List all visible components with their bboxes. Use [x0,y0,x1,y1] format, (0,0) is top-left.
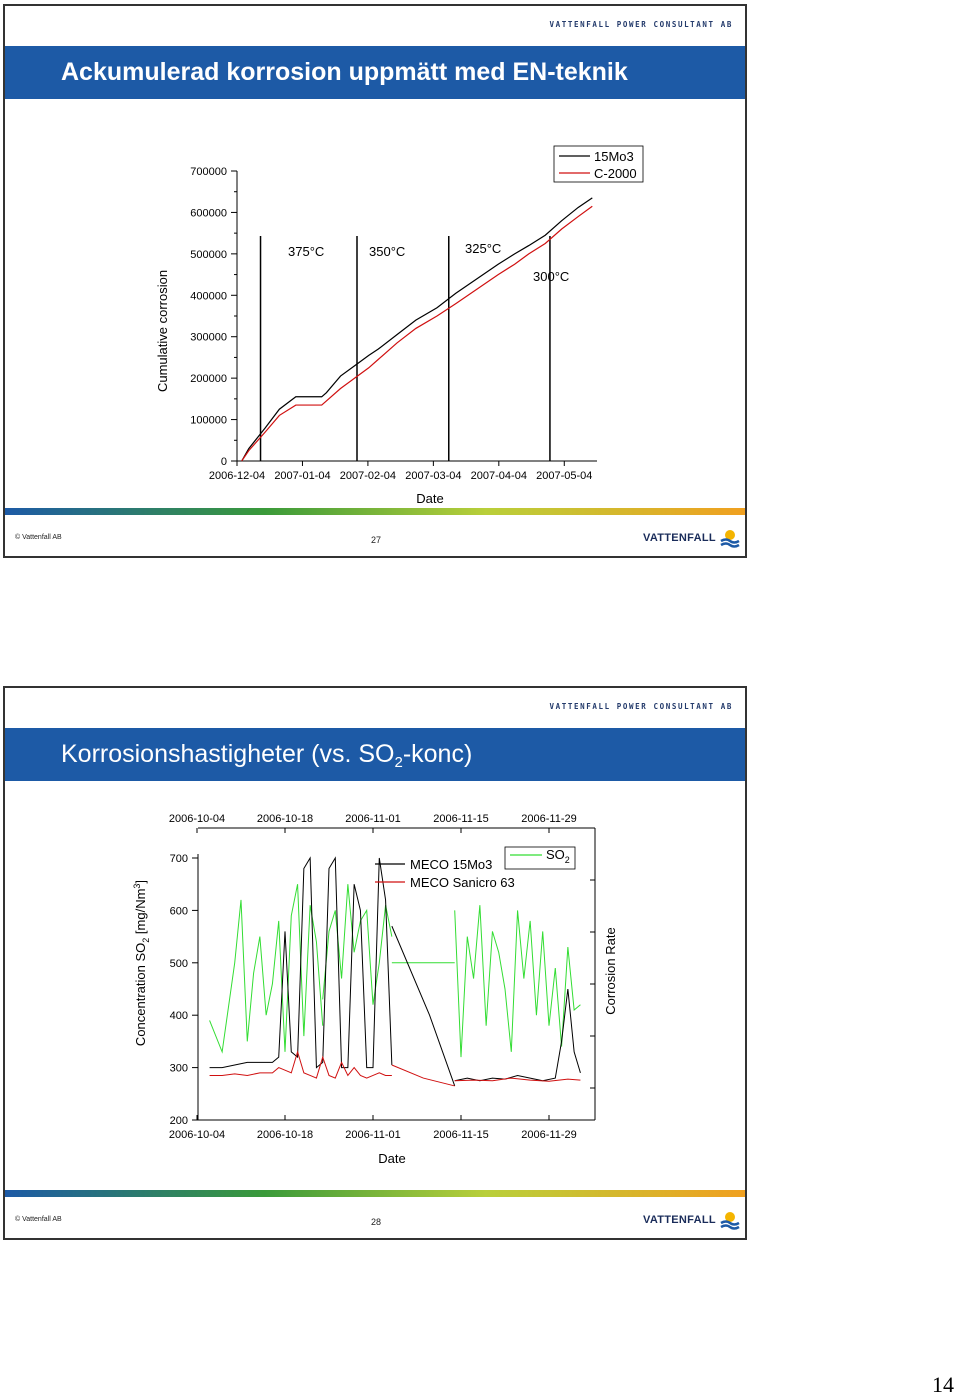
legend-label: MECO 15Mo3 [410,857,493,872]
series-line-MECO 15Mo3 [210,858,392,1068]
x-top-tick-label: 2006-11-01 [345,813,401,825]
slide-27 [3,4,747,558]
cumulative-corrosion-chart [5,126,745,526]
y-tick-label: 100000 [190,414,227,427]
x-tick-label: 2007-02-04 [339,470,397,482]
y-tick-label: 0 [220,456,227,468]
x-tick-label: 2006-10-04 [168,1129,226,1141]
series-line-SO [323,884,392,1005]
x-tick-label: 2007-05-04 [536,470,593,482]
chart1-series [242,198,593,461]
series-line-MECO 15Mo3 [455,989,581,1081]
y-axis-label: Cumulative corrosion [155,269,170,393]
legend-label: 15Mo3 [594,149,634,164]
so2-corrosion-chart [5,788,745,1188]
legend-label: C-2000 [594,166,637,181]
temperature-annotation: 350°C [369,244,406,259]
x-tick-label: 2006-11-29 [521,1129,577,1141]
y-tick-label: 200000 [190,373,227,386]
x-tick-label: 2007-04-04 [470,470,527,482]
x-top-tick-label: 2006-10-04 [168,813,226,825]
copyright: © Vattenfall AB [15,534,62,541]
x-axis-label: Date [378,1151,406,1166]
y-tick-label: 600000 [190,207,227,220]
series-line-SO [455,905,581,1057]
series-line-15Mo3 [242,198,593,461]
logo-text: VATTENFALL [643,1214,716,1226]
x-tick-label: 2006-11-01 [345,1129,401,1141]
page-number: 27 [371,535,382,545]
sun-wave-icon [719,528,741,550]
chart1-axes [190,166,597,482]
x-top-tick-label: 2006-11-29 [521,813,577,825]
series-line-SO [210,884,323,1052]
y-tick-label: 400000 [190,290,227,303]
x-tick-label: 2006-10-18 [256,1129,314,1141]
document-page-number: 14 [932,1372,954,1397]
series-line-MECO 15Mo3 [392,926,455,1086]
slide-title: Korrosionshastigheter (vs. $SO_2-konc$) [5,728,745,781]
x-tick-label: 2006-12-04 [208,470,266,482]
chart1-legend [554,146,643,182]
x-tick-label: 2007-03-04 [405,470,462,482]
x-tick-label: 2006-11-15 [433,1129,489,1141]
series-line-MECO Sanicro 63 [392,1065,455,1086]
y-tick-label: 700 [169,853,188,865]
company-header: VATTENFALL POWER CONSULTANT AB [549,702,733,711]
y-axis-label: Concentration $SO_2$ [mg/Nm$^3$] [132,879,151,1047]
chart2-series [210,858,581,1086]
x-top-tick-label: 2006-10-18 [256,813,314,825]
y-tick-label: 300 [169,1062,188,1075]
y-tick-label: 700000 [190,166,227,178]
slide-28 [3,686,747,1240]
company-header: VATTENFALL POWER CONSULTANT AB [549,20,733,29]
legend-label: $SO_2$ [546,847,570,865]
y-tick-label: 400 [169,1010,188,1023]
legend-label: MECO Sanicro 63 [410,875,515,890]
y-tick-label: 200 [169,1115,188,1127]
x-top-tick-label: 2006-11-15 [433,813,489,825]
copyright: © Vattenfall AB [15,1216,62,1223]
temperature-annotation: 325°C [465,241,502,256]
y-tick-label: 500 [169,957,188,970]
y-tick-label: 500000 [190,248,227,261]
vattenfall-logo [643,528,743,550]
y2-axis-label: Corrosion Rate [603,927,618,1015]
footer-bar [5,1190,745,1197]
y-tick-label: 600 [169,905,188,918]
logo-text: VATTENFALL [643,532,716,544]
y-tick-label: 300000 [190,331,227,344]
sun-wave-icon [719,1210,741,1232]
x-axis-label: Date [416,491,444,506]
page-number: 28 [371,1217,382,1227]
x-tick-label: 2007-01-04 [274,470,331,482]
footer-bar [5,508,745,515]
vattenfall-logo [643,1210,743,1232]
temperature-annotation: 300°C [533,269,570,284]
chart2-legend [375,847,575,890]
slide-title: Ackumulerad korrosion uppmätt med EN-teknik [5,46,745,99]
temperature-annotation: 375°C [288,244,325,259]
